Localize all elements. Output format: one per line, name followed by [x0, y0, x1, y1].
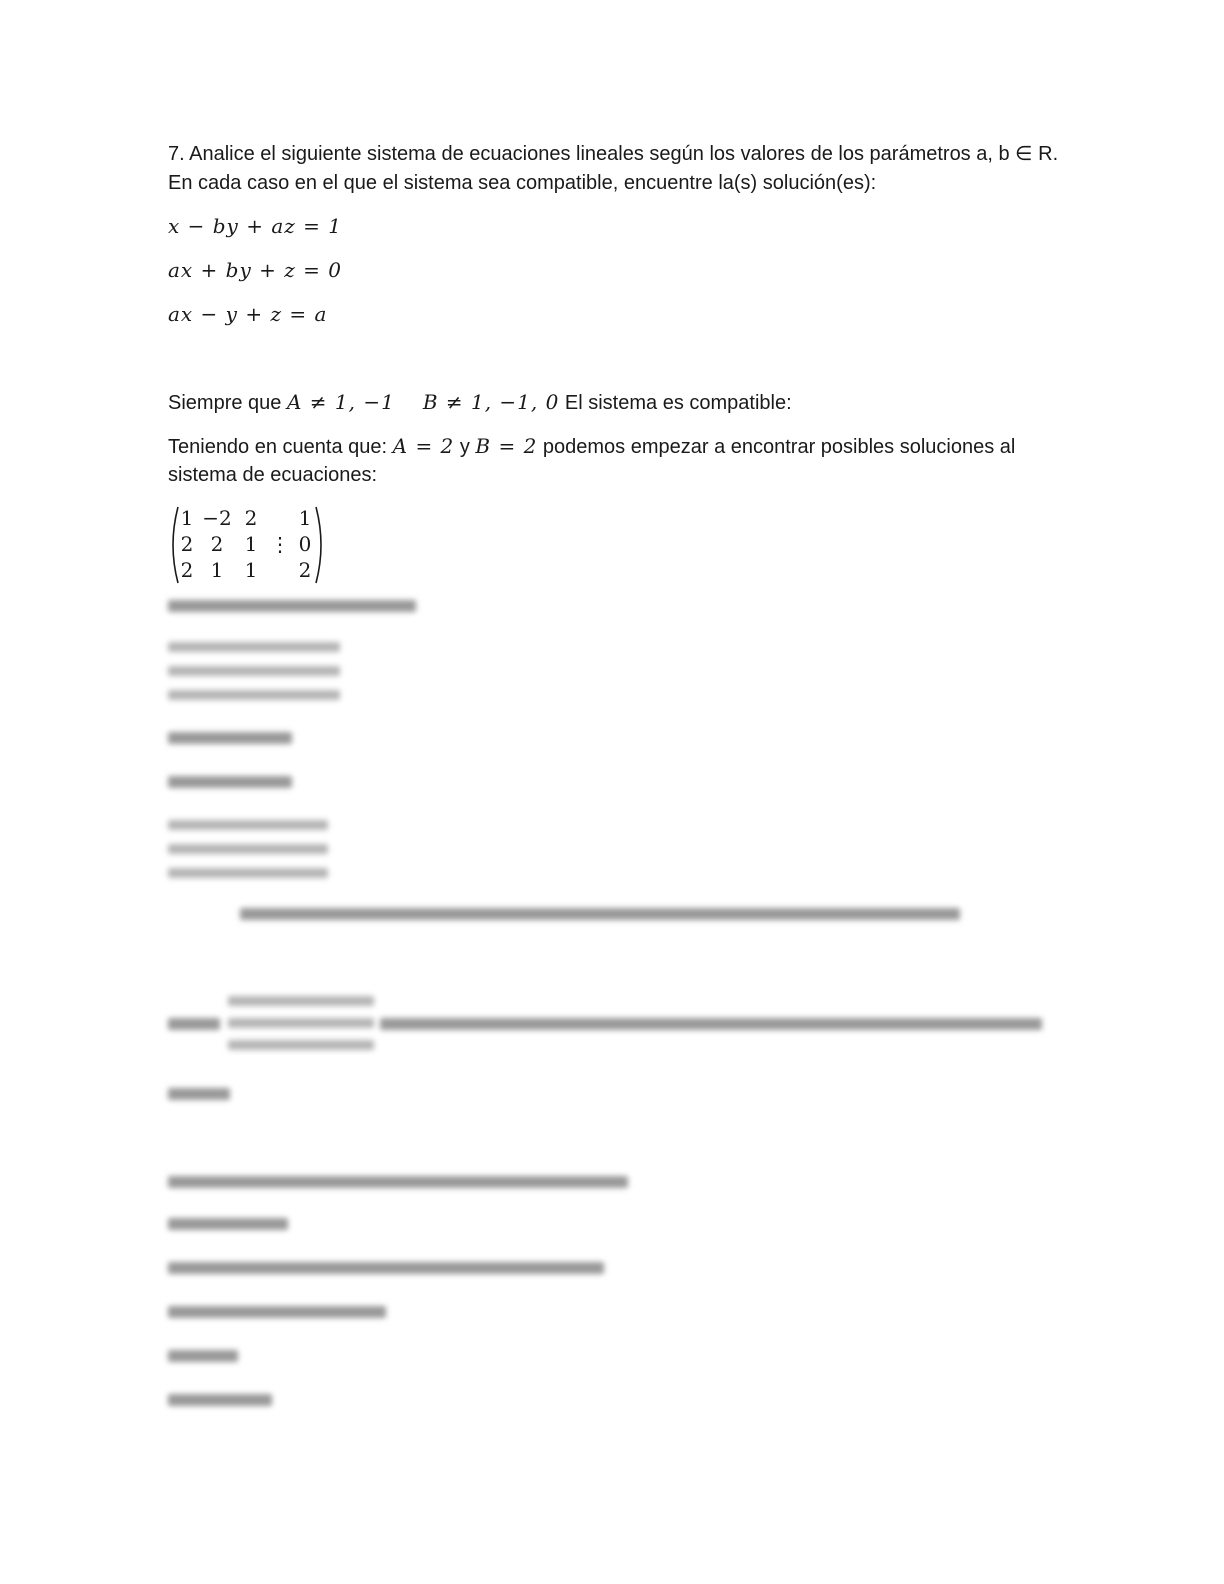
blurred-matrix-4: [228, 990, 374, 1060]
matrix-cell: 1: [298, 506, 312, 530]
matrix-cell: 1: [210, 558, 224, 582]
matrix-cell: 1: [244, 532, 258, 556]
matrix-cell: −2: [202, 506, 232, 530]
condition-prefix: Siempre que: [168, 392, 287, 414]
blurred-row-operation: [168, 600, 416, 612]
matrix-row: [176, 557, 316, 583]
augmented-matrix: [168, 505, 328, 585]
blurred-formula: [168, 1218, 288, 1230]
matrix-cell: 2: [244, 506, 258, 530]
matrix-row: [176, 531, 316, 557]
problem-line-1: 7. Analice el siguiente sistema de ecuaciones lineales según los valores de los parámetros a, b ∈ R.: [168, 143, 1059, 165]
compatibility-condition: [168, 388, 792, 418]
blurred-problem-text: [168, 1088, 230, 1100]
reasoning-and: y: [454, 436, 476, 458]
matrix-separator: ⋮: [270, 532, 290, 556]
problem-line-2: En cada caso en el que el sistema sea compatible, encuentre la(s) solución(es):: [168, 172, 877, 194]
blurred-problem-label: [168, 1018, 220, 1030]
blurred-formula: [168, 1394, 272, 1406]
condition-a: A ≠ 1, −1: [286, 390, 395, 414]
blurred-row-operation: [168, 732, 292, 744]
blurred-formula: [168, 1350, 238, 1362]
blurred-conclusion: [240, 908, 960, 920]
blurred-problem-text: [380, 1018, 1042, 1030]
blurred-row-operation: [168, 776, 292, 788]
matrix-cell: 1: [244, 558, 258, 582]
matrix-cell: 2: [210, 532, 224, 556]
equation-2: ax + by + z = 0: [168, 258, 342, 282]
blurred-matrix-2: [168, 636, 340, 710]
right-paren-icon: [314, 505, 326, 585]
reasoning-b-value: B = 2: [475, 434, 538, 458]
matrix-cell: 1: [180, 506, 194, 530]
reasoning-a-value: A = 2: [392, 434, 455, 458]
matrix-cell: 0: [298, 532, 312, 556]
matrix-cell: 2: [180, 558, 194, 582]
matrix-table: [176, 505, 316, 583]
blurred-formula: [168, 1306, 386, 1318]
reasoning-line-1: [168, 432, 1015, 462]
reasoning-line-2: sistema de ecuaciones:: [168, 464, 378, 486]
equation-3: ax − y + z = a: [168, 302, 328, 326]
condition-suffix: El sistema es compatible:: [559, 392, 792, 414]
reasoning-prefix: Teniendo en cuenta que:: [168, 436, 393, 458]
blurred-paragraph: [168, 1176, 628, 1188]
matrix-row: [176, 505, 316, 531]
condition-b: B ≠ 1, −1, 0: [422, 390, 560, 414]
matrix-cell: 2: [180, 532, 194, 556]
blurred-matrix-3: [168, 814, 328, 888]
blurred-formula: [168, 1262, 604, 1274]
reasoning-suffix: podemos empezar a encontrar posibles soluciones al: [537, 436, 1016, 458]
matrix-cell: 2: [298, 558, 312, 582]
equation-1: x − by + az = 1: [168, 214, 342, 238]
